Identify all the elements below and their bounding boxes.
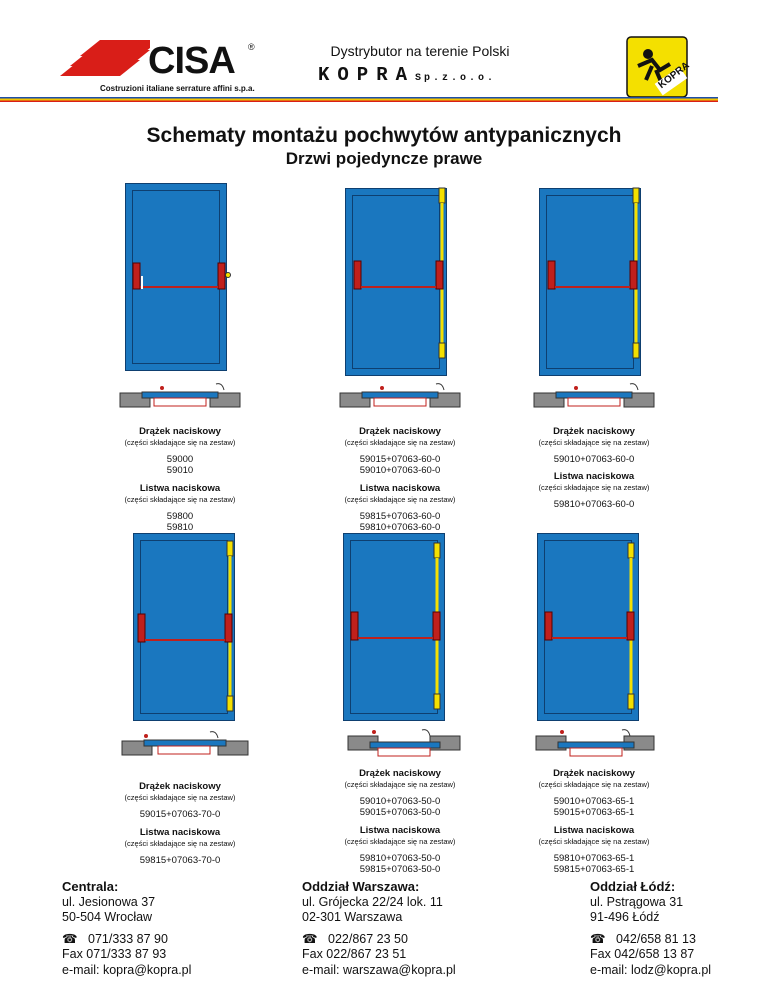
page-subtitle: Drzwi pojedyncze prawe xyxy=(285,149,483,168)
office-street: ul. Jesionowa 37 xyxy=(62,894,156,909)
office-street: ul. Grójecka 22/24 lok. 11 xyxy=(302,894,443,909)
label-push-bar: Drążek naciskowy xyxy=(359,426,441,437)
codes-push-pad: 59815+07063-70-0 xyxy=(139,855,221,866)
codes-push-bar: 59000 59010 xyxy=(166,454,194,476)
office-email[interactable]: e-mail: lodz@kopra.pl xyxy=(590,962,712,977)
kopra-logo xyxy=(626,36,692,98)
kopra-logo-text: KOPRA xyxy=(656,60,692,91)
registered-mark: ® xyxy=(248,42,255,52)
company-suffix: Sp.z.o.o. xyxy=(415,73,497,84)
panel-3 xyxy=(70,528,290,898)
office-email[interactable]: e-mail: kopra@kopra.pl xyxy=(62,962,192,977)
panel-2 xyxy=(484,183,704,553)
section-drawing xyxy=(70,726,290,766)
panel-5 xyxy=(484,528,704,898)
office-street: ul. Pstrągowa 31 xyxy=(590,894,684,909)
office-name: Oddział Łódź: xyxy=(590,879,676,894)
panel-1 xyxy=(290,183,510,553)
company-name: KOPRA xyxy=(318,64,416,86)
header-stripe xyxy=(0,97,718,102)
office-city: 91-496 Łódź xyxy=(590,910,660,924)
label-push-bar: Drążek naciskowy xyxy=(139,426,221,437)
office-fax: Fax 042/658 13 87 xyxy=(590,947,695,961)
office-city: 50-504 Wrocław xyxy=(62,910,153,924)
note-parts: (części składające się na zestaw) xyxy=(538,780,650,789)
office-phone: 071/333 87 90 xyxy=(88,931,168,946)
note-parts: (części składające się na zestaw) xyxy=(124,438,236,447)
hardware-drawing xyxy=(290,183,510,383)
office-name: Oddział Warszawa: xyxy=(302,879,420,894)
label-push-pad: Listwa naciskowa xyxy=(139,483,221,494)
office-fax: Fax 022/867 23 51 xyxy=(302,947,407,961)
codes-push-pad: 59810+07063-65-1 59815+07063-65-1 xyxy=(553,853,635,875)
label-push-pad: Listwa naciskowa xyxy=(359,483,441,494)
office-email[interactable]: e-mail: warszawa@kopra.pl xyxy=(302,962,456,977)
codes-push-bar: 59015+07063-70-0 xyxy=(139,809,221,820)
note-parts: (części składające się na zestaw) xyxy=(344,780,456,789)
office-lodz xyxy=(590,879,765,978)
phone-icon: ☎ xyxy=(62,931,78,946)
codes-push-pad: 59815+07063-60-0 59810+07063-60-0 xyxy=(359,511,441,533)
office-phone: 022/867 23 50 xyxy=(328,931,408,946)
codes-push-pad: 59810+07063-60-0 xyxy=(553,499,635,510)
codes-push-bar: 59010+07063-65-1 59015+07063-65-1 xyxy=(553,796,635,818)
cisa-brand: CISA xyxy=(148,40,235,82)
codes-push-bar: 59010+07063-60-0 xyxy=(553,454,635,465)
label-push-bar: Drążek naciskowy xyxy=(553,768,635,779)
hardware-drawing xyxy=(70,183,290,383)
cisa-stripes-icon xyxy=(60,38,150,88)
label-push-bar: Drążek naciskowy xyxy=(553,426,635,437)
office-name: Centrala: xyxy=(62,879,119,894)
office-city: 02-301 Warszawa xyxy=(302,910,403,924)
label-push-bar: Drążek naciskowy xyxy=(359,768,441,779)
section-drawing xyxy=(484,378,704,418)
note-parts: (części składające się na zestaw) xyxy=(344,837,456,846)
codes-push-bar: 59015+07063-60-0 59010+07063-60-0 xyxy=(359,454,441,476)
codes-push-bar: 59010+07063-50-0 59015+07063-50-0 xyxy=(359,796,441,818)
label-push-pad: Listwa naciskowa xyxy=(553,471,635,482)
cisa-logo xyxy=(60,38,260,98)
office-fax: Fax 071/333 87 93 xyxy=(62,947,167,961)
page-title: Schematy montażu pochwytów antypanicznych xyxy=(146,124,622,147)
office-phone: 042/658 81 13 xyxy=(616,931,696,946)
label-push-pad: Listwa naciskowa xyxy=(553,825,635,836)
codes-push-pad: 59810+07063-50-0 59815+07063-50-0 xyxy=(359,853,441,875)
distributor-text: Dystrybutor na terenie Polski xyxy=(330,43,510,59)
note-parts: (części składające się na zestaw) xyxy=(124,793,236,802)
note-parts: (części składające się na zestaw) xyxy=(538,837,650,846)
phone-icon: ☎ xyxy=(590,931,606,946)
label-push-pad: Listwa naciskowa xyxy=(139,827,221,838)
label-push-pad: Listwa naciskowa xyxy=(359,825,441,836)
codes-push-pad: 59800 59810 xyxy=(166,511,194,533)
hardware-drawing xyxy=(484,528,704,728)
hardware-drawing xyxy=(484,183,704,383)
hardware-drawing xyxy=(70,528,290,728)
hardware-drawing xyxy=(290,528,510,728)
panel-0 xyxy=(70,183,290,553)
note-parts: (części składające się na zestaw) xyxy=(344,438,456,447)
section-drawing xyxy=(290,726,510,766)
label-push-bar: Drążek naciskowy xyxy=(139,781,221,792)
note-parts: (części składające się na zestaw) xyxy=(344,495,456,504)
section-drawing xyxy=(484,726,704,766)
section-drawing xyxy=(290,378,510,418)
cisa-tagline: Costruzioni italiane serrature affini s.p.a. xyxy=(100,84,255,93)
kopra-name xyxy=(318,64,496,86)
phone-icon: ☎ xyxy=(302,931,318,946)
office-warszawa xyxy=(302,879,522,978)
note-parts: (części składające się na zestaw) xyxy=(538,438,650,447)
office-wroclaw xyxy=(62,879,262,978)
note-parts: (części składające się na zestaw) xyxy=(538,483,650,492)
section-drawing xyxy=(70,378,290,418)
panel-4 xyxy=(290,528,510,898)
note-parts: (części składające się na zestaw) xyxy=(124,495,236,504)
note-parts: (części składające się na zestaw) xyxy=(124,839,236,848)
